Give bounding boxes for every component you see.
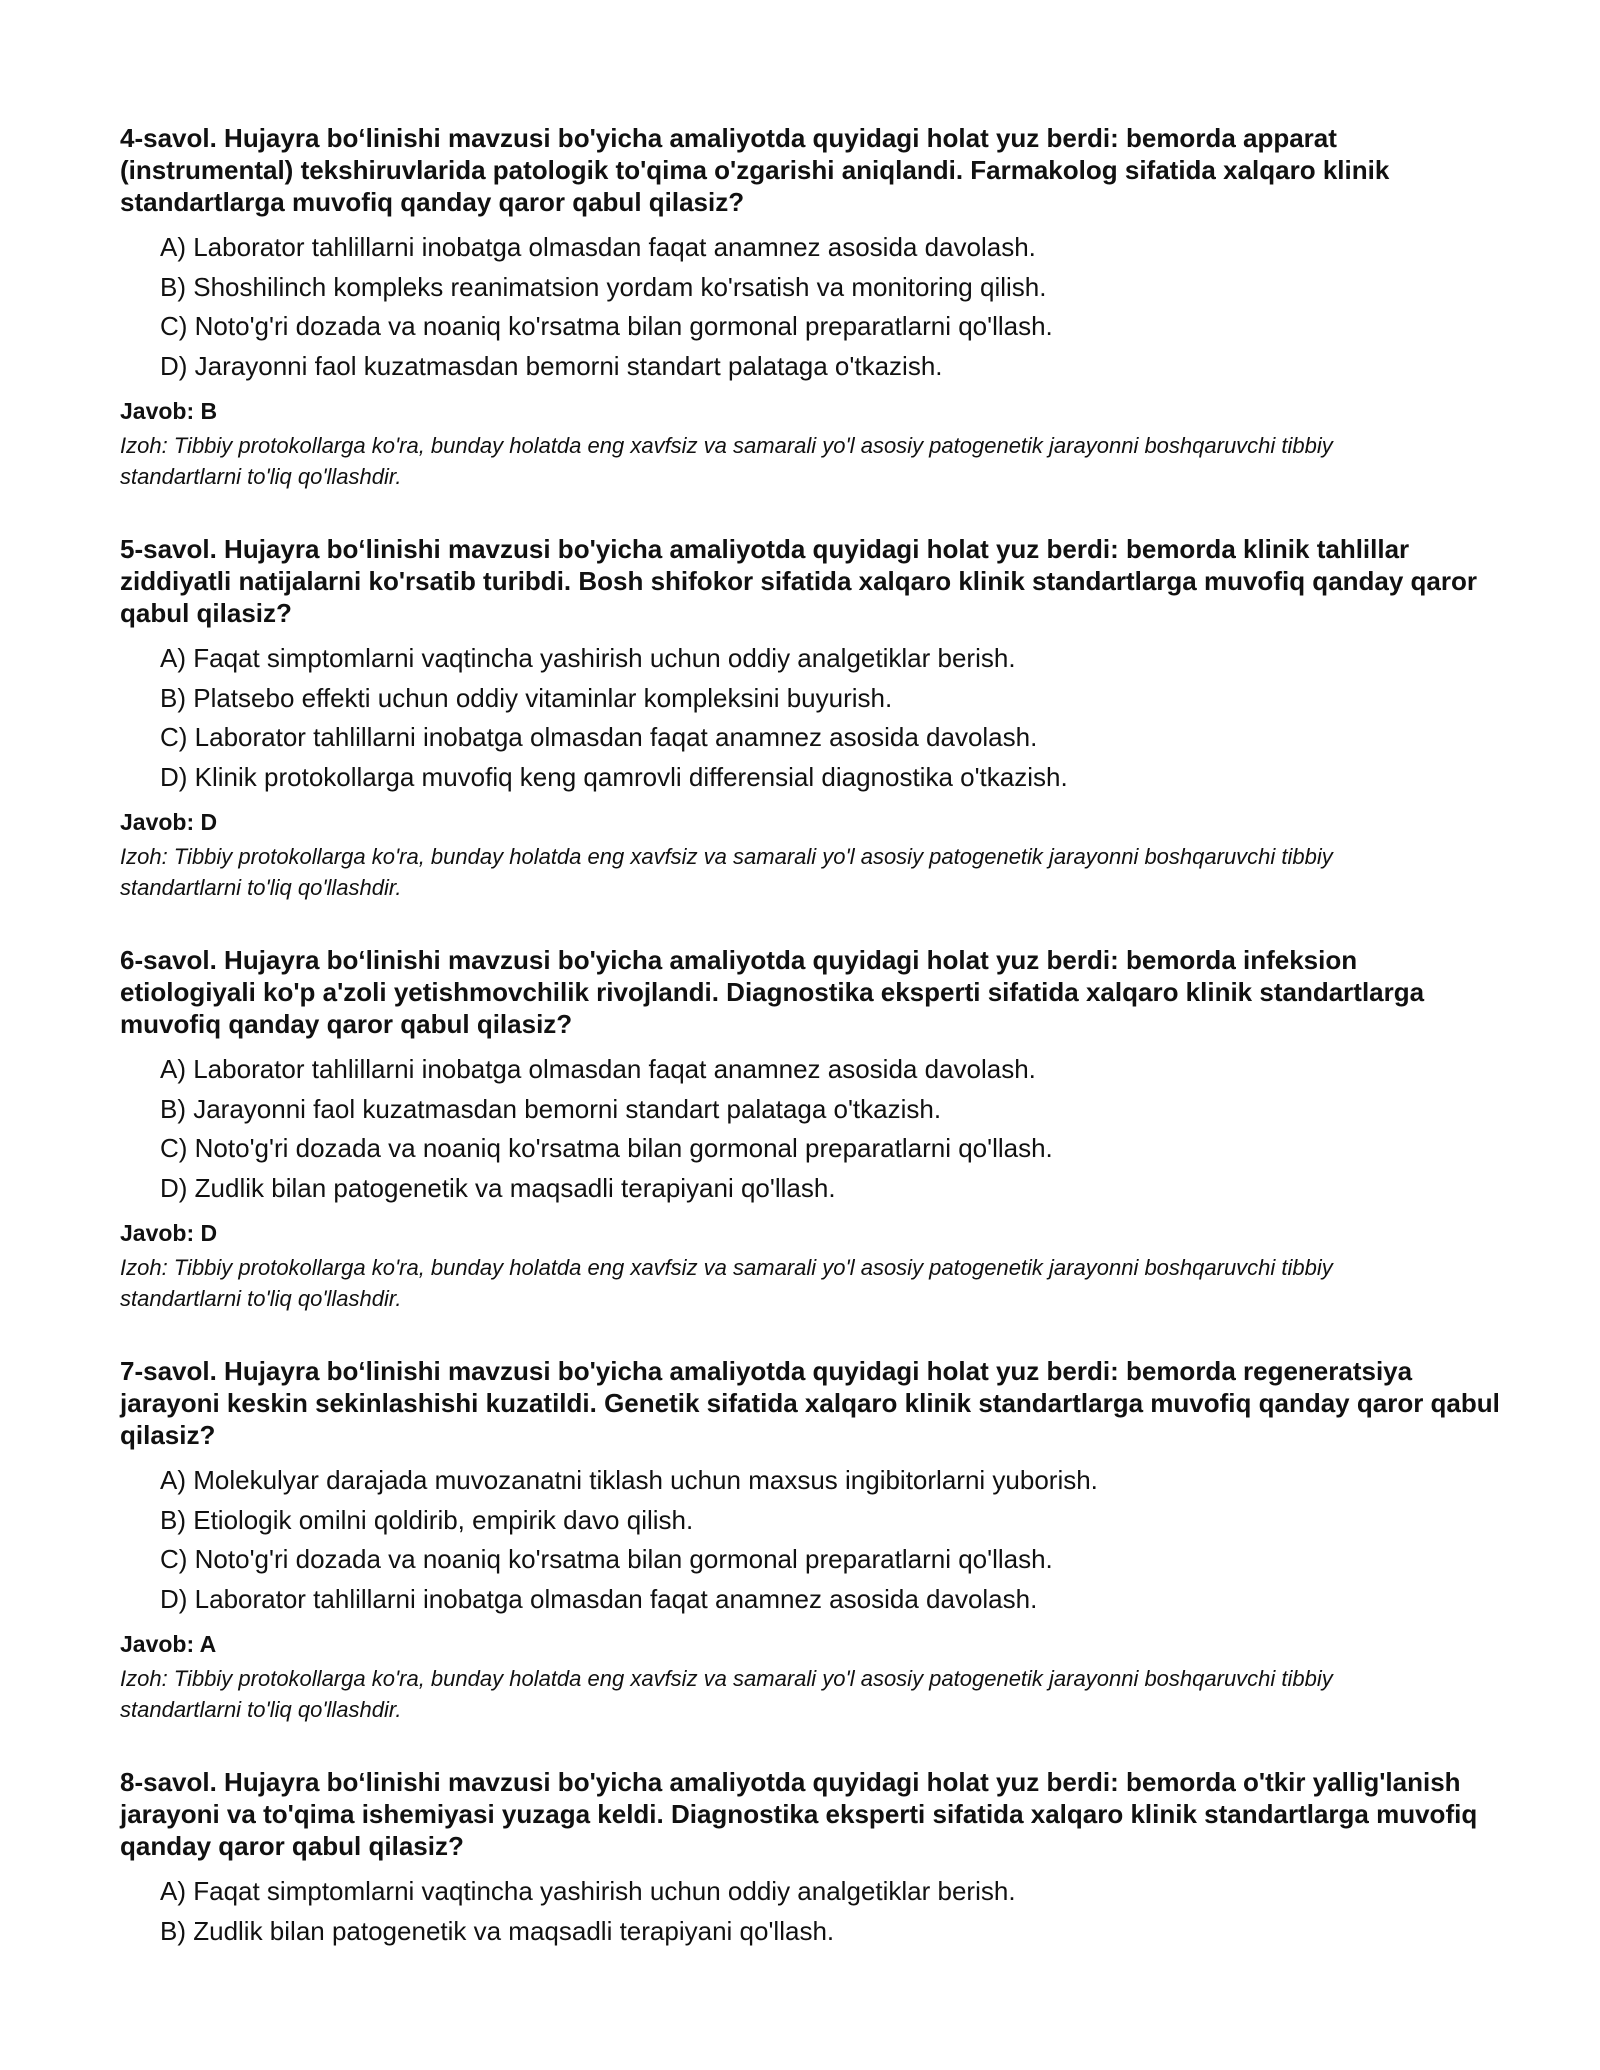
option-b: B) Etiologik omilni qoldirib, empirik davo qilish.	[160, 1504, 694, 1535]
option-c: C) Noto'g'ri dozada va noaniq ko'rsatma bilan gormonal preparatlarni qo'llash.	[160, 311, 1053, 341]
option-list	[120, 1050, 1500, 1208]
option-a: A) Molekulyar darajada muvozanatni tiklash uchun maxsus ingibitorlarni yuborish.	[160, 1465, 1098, 1495]
option-list	[120, 228, 1500, 386]
option-b: B) Zudlik bilan patogenetik va maqsadli terapiyani qo'llash.	[160, 1915, 835, 1946]
question-8	[120, 1766, 1500, 1951]
option-d: D) Klinik protokollarga muvofiq keng qamrovli differensial diagnostika o'tkazish.	[160, 761, 1068, 792]
document-page	[120, 122, 1500, 1992]
option-c: C) Laborator tahlillarni inobatga olmasdan faqat anamnez asosida davolash.	[160, 722, 1038, 752]
option-list	[120, 1461, 1500, 1619]
answer-label: Javob: D	[120, 1220, 218, 1246]
option-a: A) Laborator tahlillarni inobatga olmasdan faqat anamnez asosida davolash.	[160, 1054, 1036, 1084]
explanation-note: Izoh: Tibbiy protokollarga ko'ra, bunday holatda eng xavfsiz va samarali yo'l asosiy patogenetik jarayonni boshqaruvchi tibbiy standartlarni to'liq qo'llashdir.	[120, 433, 1333, 489]
option-d: D) Laborator tahlillarni inobatga olmasdan faqat anamnez asosida davolash.	[160, 1583, 1038, 1614]
question-text: 4-savol. Hujayra bo‘linishi mavzusi bo'yicha amaliyotda quyidagi holat yuz berdi: bemorda apparat (instrumental) tekshiruvlarida patologik to'qima o'zgarishi aniqlandi. Farmakolog sifatida xalqaro klinik standartlarga muvofiq qanday qaror qabul qilasiz?	[120, 123, 1390, 217]
explanation-note: Izoh: Tibbiy protokollarga ko'ra, bunday holatda eng xavfsiz va samarali yo'l asosiy patogenetik jarayonni boshqaruvchi tibbiy standartlarni to'liq qo'llashdir.	[120, 1255, 1333, 1311]
option-a: A) Faqat simptomlarni vaqtincha yashirish uchun oddiy analgetiklar berish.	[160, 643, 1016, 673]
question-7	[120, 1355, 1500, 1725]
question-6	[120, 944, 1500, 1314]
question-text: 6-savol. Hujayra bo‘linishi mavzusi bo'yicha amaliyotda quyidagi holat yuz berdi: bemorda infeksion etiologiyali ko'p a'zoli yetishmovchilik rivojlandi. Diagnostika eksperti sifatida xalqaro klinik standartlarga muvofiq qanday qaror qabul qilasiz?	[120, 945, 1425, 1039]
option-list	[120, 639, 1500, 797]
option-a: A) Faqat simptomlarni vaqtincha yashirish uchun oddiy analgetiklar berish.	[160, 1876, 1016, 1906]
explanation-note: Izoh: Tibbiy protokollarga ko'ra, bunday holatda eng xavfsiz va samarali yo'l asosiy patogenetik jarayonni boshqaruvchi tibbiy standartlarni to'liq qo'llashdir.	[120, 844, 1333, 900]
option-b: B) Jarayonni faol kuzatmasdan bemorni standart palataga o'tkazish.	[160, 1093, 942, 1124]
option-d: D) Jarayonni faol kuzatmasdan bemorni standart palataga o'tkazish.	[160, 350, 943, 381]
option-b: B) Shoshilinch kompleks reanimatsion yordam ko'rsatish va monitoring qilish.	[160, 271, 1047, 302]
question-text: 8-savol. Hujayra bo‘linishi mavzusi bo'yicha amaliyotda quyidagi holat yuz berdi: bemorda o'tkir yallig'lanish jarayoni va to'qima ishemiyasi yuzaga keldi. Diagnostika eksperti sifatida xalqaro klinik standartlarga muvofiq qanday qaror qabul qilasiz?	[120, 1767, 1478, 1861]
answer-label: Javob: D	[120, 809, 218, 835]
answer-label: Javob: B	[120, 398, 218, 424]
question-4	[120, 122, 1500, 492]
option-d: D) Zudlik bilan patogenetik va maqsadli terapiyani qo'llash.	[160, 1172, 836, 1203]
question-text: 7-savol. Hujayra bo‘linishi mavzusi bo'yicha amaliyotda quyidagi holat yuz berdi: bemorda regeneratsiya jarayoni keskin sekinlashishi kuzatildi. Genetik sifatida xalqaro klinik standartlarga muvofiq qanday qaror qabul qilasiz?	[120, 1356, 1500, 1450]
option-b: B) Platsebo effekti uchun oddiy vitaminlar kompleksini buyurish.	[160, 682, 893, 713]
option-c: C) Noto'g'ri dozada va noaniq ko'rsatma bilan gormonal preparatlarni qo'llash.	[160, 1544, 1053, 1574]
explanation-note: Izoh: Tibbiy protokollarga ko'ra, bunday holatda eng xavfsiz va samarali yo'l asosiy patogenetik jarayonni boshqaruvchi tibbiy standartlarni to'liq qo'llashdir.	[120, 1666, 1333, 1722]
question-5	[120, 533, 1500, 903]
answer-label: Javob: A	[120, 1631, 217, 1657]
option-a: A) Laborator tahlillarni inobatga olmasdan faqat anamnez asosida davolash.	[160, 232, 1036, 262]
option-c: C) Noto'g'ri dozada va noaniq ko'rsatma bilan gormonal preparatlarni qo'llash.	[160, 1133, 1053, 1163]
option-list	[120, 1872, 1500, 1951]
question-text: 5-savol. Hujayra bo‘linishi mavzusi bo'yicha amaliyotda quyidagi holat yuz berdi: bemorda klinik tahlillar ziddiyatli natijalarni ko'rsatib turibdi. Bosh shifokor sifatida xalqaro klinik standartlarga muvofiq qanday qaror qabul qilasiz?	[120, 534, 1478, 628]
